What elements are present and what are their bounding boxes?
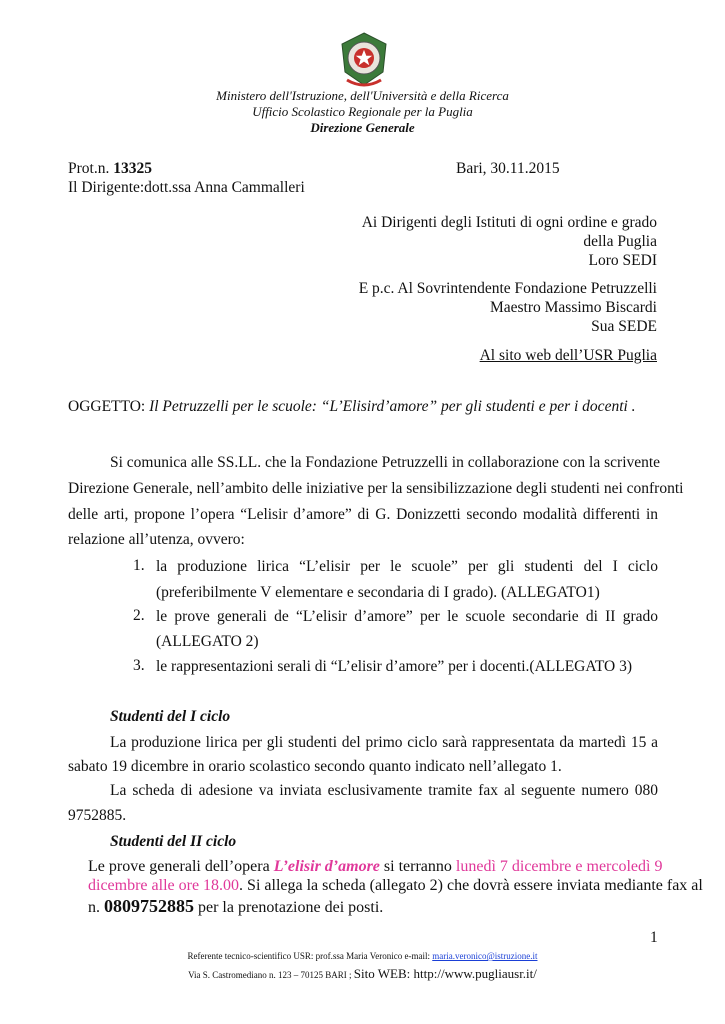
intro-line: delle arti, propone l’opera “Lelisir d’amore” di G. Donizzetti secondo modalità differenti in [68, 506, 658, 523]
date-highlight: dicembre alle ore 18.00 [88, 877, 240, 894]
text-segment: n. [88, 899, 104, 916]
recipient-line: Ai Dirigenti degli Istituti di ogni ordine e grado [361, 214, 657, 231]
protocol-label: Prot.n. [68, 160, 110, 177]
subject-label: OGGETTO: [68, 398, 146, 415]
list-number: 3. [133, 657, 145, 674]
section-title: Studenti del II ciclo [110, 833, 237, 850]
footer-website[interactable]: Sito WEB: http://www.pugliausr.it/ [353, 966, 537, 981]
protocol-line [68, 159, 152, 179]
footer-address [0, 966, 725, 982]
place-date: Bari, 30.11.2015 [456, 160, 560, 177]
subject-line [68, 397, 636, 417]
intro-line: Direzione Generale, nell’ambito delle iniziative per la sensibilizzazione degli studenti nei confronti [68, 480, 684, 497]
section-title: Studenti del I ciclo [110, 708, 231, 725]
paragraph-line: La produzione lirica per gli studenti del primo ciclo sarà rappresentata da martedì 15 a [110, 734, 658, 751]
paragraph-line: sabato 19 dicembre in orario scolastico secondo quanto indicato nell’allegato 1. [68, 758, 562, 775]
footer-address-text: Via S. Castromediano n. 123 – 70125 BARI ; [188, 970, 354, 980]
list-number: 2. [133, 607, 145, 624]
paragraph-line: 9752885. [68, 807, 127, 824]
list-item-line: (ALLEGATO 2) [156, 633, 259, 650]
recipient-line: Loro SEDI [588, 252, 657, 269]
list-number: 1. [133, 557, 145, 574]
list-item-line: le prove generali de “L’elisir d’amore” per le scuole secondarie di II grado [156, 608, 658, 625]
list-item-line: la produzione lirica “L’elisir per le scuole” per gli studenti del I ciclo [156, 558, 658, 575]
text-segment: Le prove generali dell’opera [88, 858, 274, 875]
recipient-website: Al sito web dell’USR Puglia [479, 347, 657, 364]
italian-emblem-icon [337, 30, 391, 90]
paragraph-line [88, 896, 383, 918]
text-segment: . Si allega la scheda (allegato 2) che dovrà essere inviata mediante fax al [239, 877, 703, 894]
footer-email-link[interactable]: maria.veronico@istruzione.it [432, 951, 538, 961]
recipient-line: Maestro Massimo Biscardi [489, 299, 657, 316]
ministry-name: Ministero dell'Istruzione, dell'Università e della Ricerca [216, 88, 509, 103]
protocol-number: 13325 [113, 160, 152, 177]
footer-referente [0, 951, 725, 961]
text-segment: si terranno [379, 858, 456, 875]
date-highlight: lunedì 7 dicembre e mercoledì 9 [455, 858, 663, 875]
fax-number: 0809752885 [104, 896, 194, 916]
directorate-name: Direzione Generale [310, 120, 415, 135]
footer-ref-text: Referente tecnico-scientifico USR: prof.ssa Maria Veronico e-mail: [187, 951, 433, 961]
list-item-line: le rappresentazioni serali di “L’elisir d’amore” per i docenti.(ALLEGATO 3) [156, 658, 633, 675]
paragraph-line: La scheda di adesione va inviata esclusivamente tramite fax al seguente numero 080 [110, 782, 658, 799]
recipient-line: E p.c. Al Sovrintendente Fondazione Petruzzelli [358, 280, 657, 297]
intro-line: relazione all’utenza, ovvero: [68, 531, 245, 548]
intro-line: Si comunica alle SS.LL. che la Fondazione Petruzzelli in collaborazione con la scrivente [110, 454, 661, 471]
recipient-line: Sua SEDE [591, 318, 657, 335]
recipient-line: della Puglia [583, 233, 657, 250]
subject-text: Il Petruzzelli per le scuole: “L’Elisird’amore” per gli studenti e per i docenti . [149, 398, 636, 415]
opera-title: L’elisir d’amore [273, 858, 380, 875]
office-name: Ufficio Scolastico Regionale per la Puglia [252, 104, 473, 119]
page-number: 1 [650, 929, 658, 946]
list-item-line: (preferibilmente V elementare e secondaria di I grado). (ALLEGATO1) [156, 584, 600, 601]
text-segment: per la prenotazione dei posti. [194, 899, 384, 916]
paragraph-line [88, 857, 662, 877]
dirigente-line: Il Dirigente:dott.ssa Anna Cammalleri [68, 179, 305, 196]
paragraph-line [88, 876, 703, 896]
